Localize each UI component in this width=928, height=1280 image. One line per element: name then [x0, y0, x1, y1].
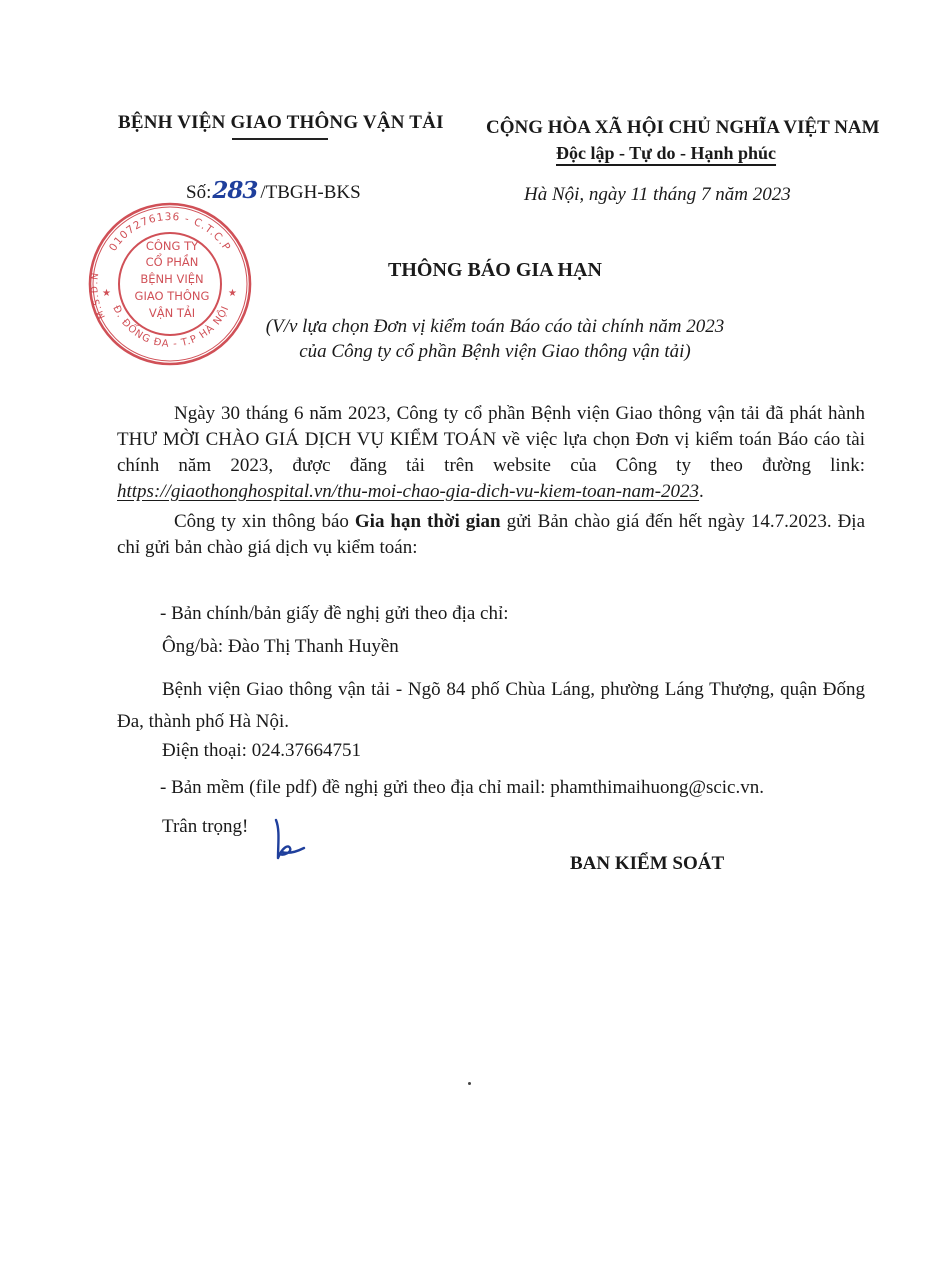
stamp-inner-line: CỔ PHẦN [145, 255, 199, 269]
signature-mark [266, 814, 310, 866]
signer-title: BAN KIỂM SOÁT [570, 853, 725, 874]
stamp-inner-line: GIAO THÔNG [134, 289, 210, 303]
subject-line-1: (V/v lựa chọn Đơn vị kiểm toán Báo cáo tài chính năm 2023 [265, 316, 725, 337]
emphasis-text: Gia hạn thời gian [354, 511, 501, 532]
document-title: THÔNG BÁO GIA HẠN [388, 259, 602, 281]
document-subject [0, 314, 928, 364]
paragraph-extension [117, 509, 865, 561]
national-motto: Độc lập - Tự do - Hạnh phúc [556, 143, 777, 163]
paper-copy-instruction: - Bản chính/bản giấy đề nghị gửi theo địa chỉ: [160, 603, 509, 624]
paragraph-end: . [699, 481, 704, 502]
stamp-outer-bottom-text: Đ. ĐỐNG ĐA - T.P HÀ NỘI [110, 303, 232, 350]
paragraph-announcement [117, 401, 865, 505]
stamp-star-icon: ★ [228, 288, 237, 299]
stamp-inner-line: BỆNH VIỆN [140, 272, 204, 286]
document-body [117, 401, 865, 561]
recipient-name: Ông/bà: Đào Thị Thanh Huyền [162, 636, 399, 657]
document-number-suffix: /TBGH-BKS [260, 182, 361, 203]
phone-number: Điện thoại: 024.37664751 [162, 740, 361, 761]
stamp-inner-line: CÔNG TY [145, 239, 199, 253]
email-instruction: - Bản mềm (file pdf) đề nghị gửi theo địa chỉ mail: phamthimaihuong@scic.vn. [160, 777, 764, 798]
stamp-inner-line: VẬN TẢI [148, 306, 196, 320]
stamp-outer-top-text: 0107276136 - C.T.C.P [107, 210, 233, 254]
organization-underline [232, 138, 328, 140]
paragraph-text: gửi Bản chào giá đến hết ngày 14.7.2023. Địa chỉ gửi bản chào giá dịch vụ kiểm toán: [117, 511, 865, 558]
subject-line-2: của Công ty cổ phần Bệnh viện Giao thông vận tải) [299, 341, 691, 362]
paragraph-text: Công ty xin thông báo [174, 511, 355, 532]
national-title: CỘNG HÒA XÃ HỘI CHỦ NGHĨA VIỆT NAM [486, 117, 880, 138]
website-link[interactable]: https://giaothonghospital.vn/thu-moi-chao-gia-dich-vu-kiem-toan-nam-2023 [117, 481, 700, 502]
scan-speck [468, 1082, 471, 1085]
recipient-address: Bệnh viện Giao thông vận tải - Ngõ 84 phố Chùa Láng, phường Láng Thượng, quận Đống Đa, thành phố Hà Nội. [117, 679, 865, 732]
date-line: Hà Nội, ngày 11 tháng 7 năm 2023 [524, 184, 791, 205]
document-number-handwritten: 283 [212, 177, 258, 204]
paragraph-text: Ngày 30 tháng 6 năm 2023, Công ty cổ phần Bệnh viện Giao thông vận tải đã phát hành THƯ MỜI CHÀO GIÁ DỊCH VỤ KIỂM TOÁN về việc lựa chọn Đơn vị kiểm toán Báo cáo tài chính năm 2023, được đăng tải trên website của Công ty theo đường link: [117, 403, 865, 476]
stamp-outer-left-text: M.S.D.N [90, 270, 108, 320]
stamp-star-icon: ★ [102, 288, 111, 299]
organization-name: BỆNH VIỆN GIAO THÔNG VẬN TẢI [118, 112, 444, 133]
document-number-prefix: Số: [186, 182, 212, 203]
closing-text: Trân trọng! [162, 816, 249, 837]
